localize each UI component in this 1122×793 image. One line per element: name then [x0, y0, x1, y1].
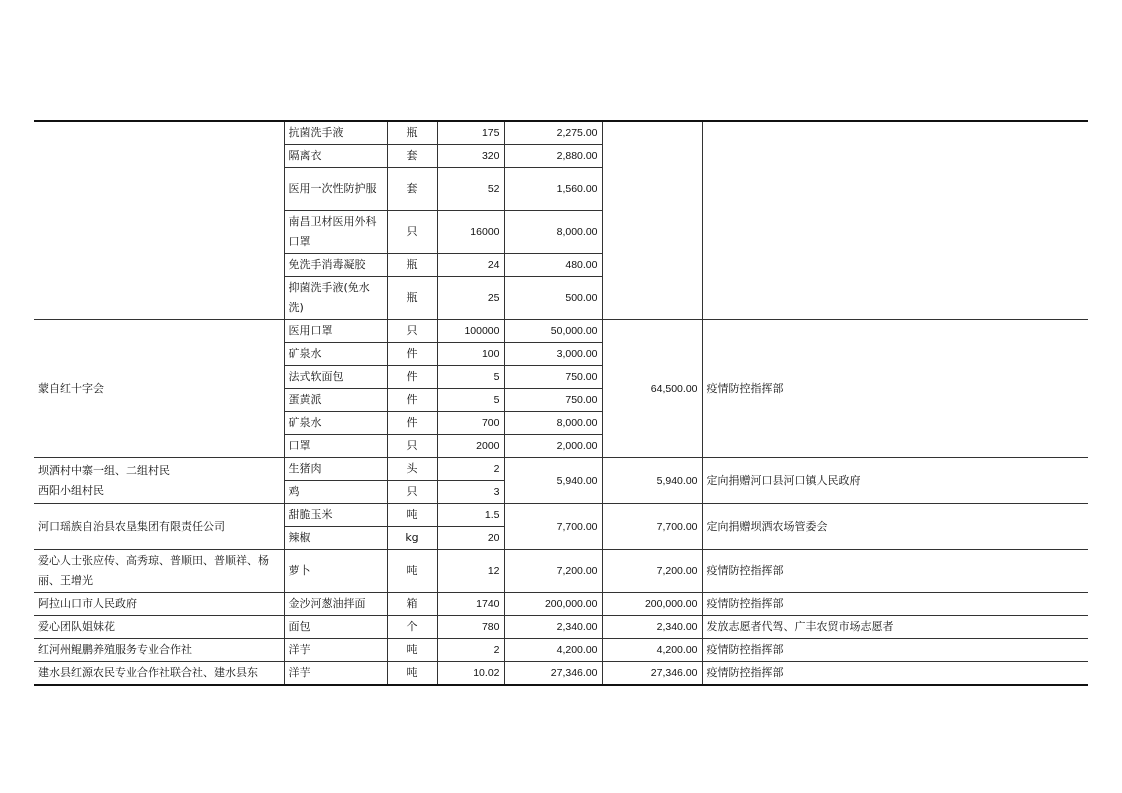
- quantity-cell: 2: [437, 639, 504, 662]
- amount-cell: 3,000.00: [504, 343, 602, 366]
- use-cell: 疫情防控指挥部: [702, 593, 1088, 616]
- quantity-cell: 3: [437, 481, 504, 504]
- unit-cell: 瓶: [387, 121, 437, 145]
- donor-cell: [34, 121, 284, 320]
- amount-cell: 8,000.00: [504, 211, 602, 254]
- use-cell: 疫情防控指挥部: [702, 639, 1088, 662]
- unit-cell: 件: [387, 366, 437, 389]
- unit-cell: 件: [387, 389, 437, 412]
- amount-cell: 8,000.00: [504, 412, 602, 435]
- total-cell: 200,000.00: [602, 593, 702, 616]
- use-cell: [702, 121, 1088, 320]
- donor-cell: 爱心人士张应传、高秀琼、普顺田、普顺祥、杨丽、王增光: [34, 550, 284, 593]
- item-cell: 隔离衣: [284, 145, 387, 168]
- unit-cell: 吨: [387, 639, 437, 662]
- amount-cell: 5,940.00: [504, 458, 602, 504]
- item-cell: 生猪肉: [284, 458, 387, 481]
- total-cell: 5,940.00: [602, 458, 702, 504]
- quantity-cell: 5: [437, 389, 504, 412]
- total-cell: 64,500.00: [602, 320, 702, 458]
- unit-cell: 只: [387, 435, 437, 458]
- item-cell: 免洗手消毒凝胶: [284, 254, 387, 277]
- amount-cell: 50,000.00: [504, 320, 602, 343]
- donor-cell: 阿拉山口市人民政府: [34, 593, 284, 616]
- total-cell: 7,700.00: [602, 504, 702, 550]
- amount-cell: 750.00: [504, 366, 602, 389]
- unit-cell: kg: [387, 527, 437, 550]
- unit-cell: 吨: [387, 662, 437, 686]
- item-cell: 抗菌洗手液: [284, 121, 387, 145]
- quantity-cell: 16000: [437, 211, 504, 254]
- amount-cell: 200,000.00: [504, 593, 602, 616]
- donor-line: 坝洒村中寨一组、二组村民: [38, 463, 170, 477]
- table-row: [34, 458, 1088, 481]
- amount-cell: 1,560.00: [504, 168, 602, 211]
- amount-cell: 2,000.00: [504, 435, 602, 458]
- unit-cell: 只: [387, 481, 437, 504]
- item-cell: 辣椒: [284, 527, 387, 550]
- item-cell: 南昌卫材医用外科口罩: [284, 211, 387, 254]
- amount-cell: 4,200.00: [504, 639, 602, 662]
- donor-cell: 河口瑶族自治县农垦集团有限责任公司: [34, 504, 284, 550]
- unit-cell: 件: [387, 343, 437, 366]
- table-row: [34, 639, 1088, 662]
- item-cell: 面包: [284, 616, 387, 639]
- quantity-cell: 700: [437, 412, 504, 435]
- donor-line: 西阳小组村民: [38, 483, 104, 497]
- quantity-cell: 24: [437, 254, 504, 277]
- unit-cell: 瓶: [387, 254, 437, 277]
- unit-cell: 箱: [387, 593, 437, 616]
- amount-cell: 750.00: [504, 389, 602, 412]
- unit-cell: 件: [387, 412, 437, 435]
- donor-cell: [34, 458, 284, 504]
- total-cell: 4,200.00: [602, 639, 702, 662]
- amount-cell: 7,200.00: [504, 550, 602, 593]
- unit-cell: 头: [387, 458, 437, 481]
- use-cell: 疫情防控指挥部: [702, 662, 1088, 686]
- quantity-cell: 780: [437, 616, 504, 639]
- item-cell: 金沙河葱油拌面: [284, 593, 387, 616]
- amount-cell: 500.00: [504, 277, 602, 320]
- quantity-cell: 10.02: [437, 662, 504, 686]
- table-row: [34, 662, 1088, 686]
- table-row: [34, 593, 1088, 616]
- total-cell: 27,346.00: [602, 662, 702, 686]
- quantity-cell: 320: [437, 145, 504, 168]
- total-cell: 7,200.00: [602, 550, 702, 593]
- quantity-cell: 100: [437, 343, 504, 366]
- item-cell: 矿泉水: [284, 343, 387, 366]
- table-row: [34, 320, 1088, 343]
- quantity-cell: 2000: [437, 435, 504, 458]
- total-cell: [602, 121, 702, 320]
- item-cell: 蛋黄派: [284, 389, 387, 412]
- quantity-cell: 20: [437, 527, 504, 550]
- item-cell: 萝卜: [284, 550, 387, 593]
- donor-cell: 爱心团队姐妹花: [34, 616, 284, 639]
- table-row: [34, 121, 1088, 145]
- item-cell: 矿泉水: [284, 412, 387, 435]
- quantity-cell: 2: [437, 458, 504, 481]
- item-cell: 医用口罩: [284, 320, 387, 343]
- item-cell: 法式软面包: [284, 366, 387, 389]
- quantity-cell: 25: [437, 277, 504, 320]
- item-cell: 口罩: [284, 435, 387, 458]
- item-cell: 医用一次性防护服: [284, 168, 387, 211]
- table-row: [34, 550, 1088, 593]
- donation-table: [34, 120, 1088, 686]
- use-cell: 发放志愿者代驾、广丰农贸市场志愿者: [702, 616, 1088, 639]
- use-cell: 定向捐赠河口县河口镇人民政府: [702, 458, 1088, 504]
- amount-cell: 2,275.00: [504, 121, 602, 145]
- quantity-cell: 5: [437, 366, 504, 389]
- amount-cell: 480.00: [504, 254, 602, 277]
- unit-cell: 吨: [387, 504, 437, 527]
- item-cell: 抑菌洗手液(免水洗): [284, 277, 387, 320]
- item-cell: 洋芋: [284, 639, 387, 662]
- quantity-cell: 1740: [437, 593, 504, 616]
- use-cell: 疫情防控指挥部: [702, 550, 1088, 593]
- total-cell: 2,340.00: [602, 616, 702, 639]
- quantity-cell: 52: [437, 168, 504, 211]
- amount-cell: 2,340.00: [504, 616, 602, 639]
- unit-cell: 只: [387, 211, 437, 254]
- unit-cell: 套: [387, 168, 437, 211]
- use-cell: 定向捐赠坝洒农场管委会: [702, 504, 1088, 550]
- table-row: [34, 616, 1088, 639]
- item-cell: 鸡: [284, 481, 387, 504]
- unit-cell: 瓶: [387, 277, 437, 320]
- amount-cell: 27,346.00: [504, 662, 602, 686]
- donor-cell: 蒙自红十字会: [34, 320, 284, 458]
- donor-cell: 红河州鲲鹏养殖服务专业合作社: [34, 639, 284, 662]
- quantity-cell: 12: [437, 550, 504, 593]
- unit-cell: 套: [387, 145, 437, 168]
- amount-cell: 2,880.00: [504, 145, 602, 168]
- use-cell: 疫情防控指挥部: [702, 320, 1088, 458]
- donor-cell: 建水县红源农民专业合作社联合社、建水县东: [34, 662, 284, 686]
- quantity-cell: 1.5: [437, 504, 504, 527]
- quantity-cell: 100000: [437, 320, 504, 343]
- item-cell: 洋芋: [284, 662, 387, 686]
- quantity-cell: 175: [437, 121, 504, 145]
- item-cell: 甜脆玉米: [284, 504, 387, 527]
- amount-cell: 7,700.00: [504, 504, 602, 550]
- unit-cell: 只: [387, 320, 437, 343]
- table-row: [34, 504, 1088, 527]
- unit-cell: 吨: [387, 550, 437, 593]
- unit-cell: 个: [387, 616, 437, 639]
